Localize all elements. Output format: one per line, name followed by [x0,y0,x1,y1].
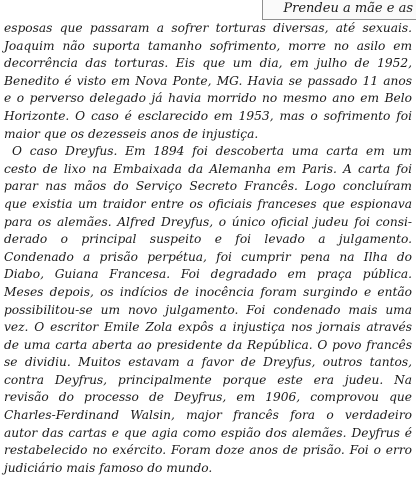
text-line: que existia um traidor entre os oficiais franceses que espionava [4,196,412,211]
text-line: O caso Dreyfus. Em 1894 foi descoberta uma carta em um [12,144,412,159]
text-line: de uma carta aberta ao presidente da República. O povo francês [4,337,412,352]
text-line: Condenado a prisão perpétua, foi cumprir pena na Ilha do [4,249,412,264]
text-line: se dividiu. Muitos estavam a favor de Dreyfus, outros tantos, [4,355,412,370]
text-line: Horizonte. O caso é esclarecido em 1953, mas o sofrimento foi [4,108,412,123]
text-line: derado o principal suspeito e foi levado a julgamento. [4,232,412,247]
text-line: possibilitou-se um novo julgamento. Foi condenado mais uma [4,302,412,317]
text-line: revisão do processo de Deyfrus, em 1906, comprovou que [4,390,412,405]
text-line: vez. O escritor Emile Zola expôs a injustiça nos jornais através [4,320,412,335]
text-line: Diabo, Guiana Francesa. Foi degradado em praça pública. [4,267,412,282]
text-line: Meses depois, os indícios de inocência foram surgindo e então [4,284,412,299]
text-line: decorrência das torturas. Eis que um dia, em julho de 1952, [4,56,412,71]
text-line: esposas que passaram a sofrer torturas diversas, até sexuais. [4,21,412,35]
text-line: parar nas mãos do Serviço Secreto Francês. Logo concluíram [4,179,412,194]
text-line: autor das cartas e que agia como espião dos alemães. Deyfrus é [4,425,412,440]
text-line: judiciário mais famoso do mundo. [4,460,213,475]
text-line: Benedito é visto em Nova Ponte, MG. Havia se passado 11 anos [4,73,412,88]
article-body [4,20,412,477]
text-line: e o perverso delegado já havia morrido no mesmo ano em Belo [4,91,412,106]
text-line: maior que os dezesseis anos de injustiça. [4,126,259,141]
text-line: para os alemães. Alfred Dreyfus, o único oficial judeu foi consi- [4,214,412,229]
text-line: Charles-Ferdinand Walsin, major francês fora o verdadeiro [4,408,412,423]
text-line: Joaquim não suporta tamanho sofrimento, morre no asilo em [4,38,412,53]
header-text: Prendeu a mãe e as [283,1,413,16]
text-line: restabelecido no exército. Foram doze anos de prisão. Foi o erro [4,443,412,458]
text-line: contra Deyfrus, principalmente porque este era judeu. Na [4,372,412,387]
header-box [262,0,416,20]
text-line: cesto de lixo na Embaixada da Alemanha em Paris. A carta foi [4,161,412,176]
